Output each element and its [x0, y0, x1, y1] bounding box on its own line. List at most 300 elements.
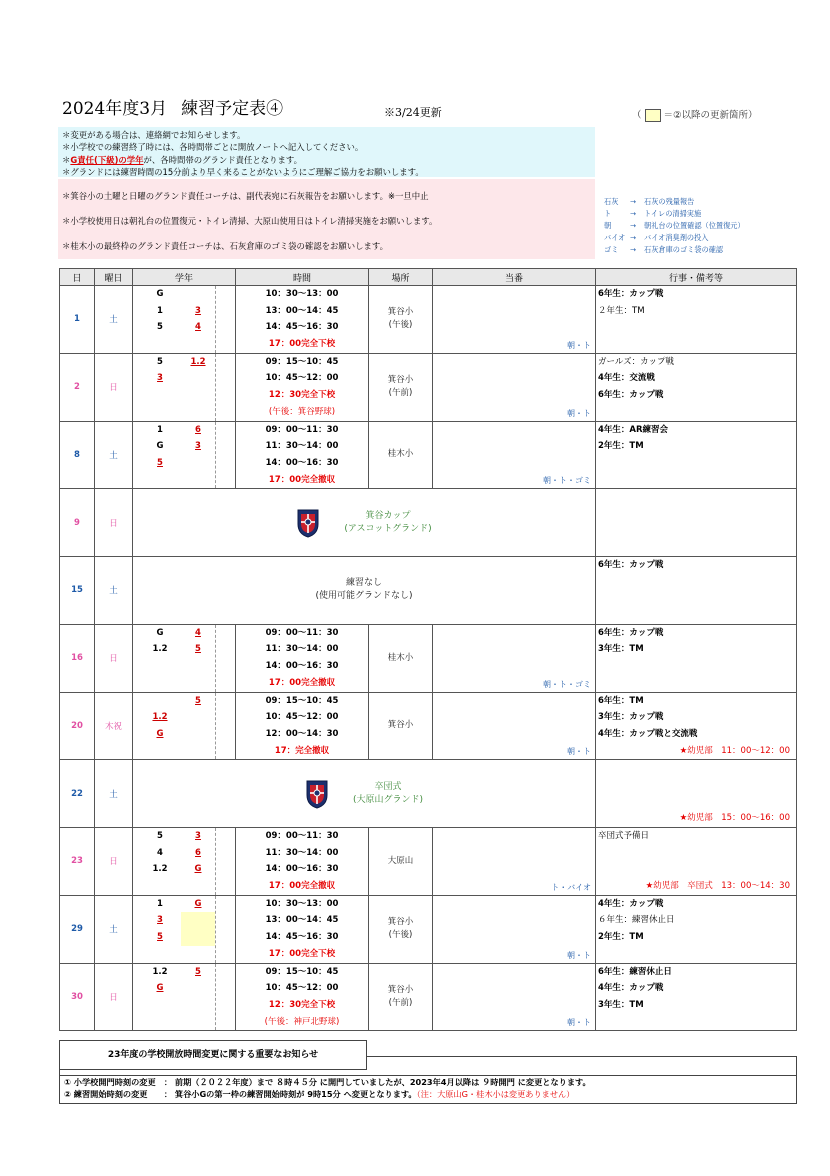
- grade-label: 4: [195, 627, 201, 638]
- time-slot: 12：30完全下校: [268, 390, 336, 401]
- grade-label: 6: [195, 847, 201, 858]
- table-row: [60, 353, 797, 421]
- time-slot: 12：00〜14：30: [265, 728, 339, 739]
- time-slot: 09：00〜11：30: [265, 424, 339, 435]
- important-line-2-text: ② 練習開始時刻の変更 ： 箕谷小Gの第一枠の練習開始時刻が 9時15分 へ変更となります。: [64, 1089, 417, 1099]
- note-item: 6年生：カップ戦: [598, 627, 664, 638]
- cell-grades: [133, 692, 236, 760]
- note-item: 6年生：TM: [598, 695, 644, 706]
- table-row: [60, 421, 797, 489]
- note-item: ２年生：TM: [598, 305, 645, 316]
- cell-date: 16: [60, 624, 95, 692]
- table-header-row: [60, 269, 797, 286]
- cell-times: [236, 353, 369, 421]
- grade-empty: [139, 404, 181, 421]
- note-empty: [596, 489, 796, 506]
- g-duty-label: G責任(下級)の学年: [70, 154, 144, 165]
- note-empty: [596, 523, 796, 540]
- cell-date: 8: [60, 421, 95, 489]
- time-slot: 17：完全撤収: [274, 745, 330, 756]
- place-text: 箕谷小: [387, 375, 414, 386]
- note-empty: [596, 455, 796, 472]
- grade-label: 5: [195, 695, 201, 706]
- abbr-key: 朝: [604, 221, 612, 230]
- page-title: [62, 94, 283, 119]
- abbr-key: ゴミ: [604, 245, 619, 254]
- grade-empty: [181, 997, 215, 1014]
- grade-empty: [181, 455, 215, 472]
- note-item: 2年生：TM: [598, 441, 644, 452]
- abbr-item: [604, 244, 745, 256]
- cell-dow: 木祝: [95, 692, 133, 760]
- abbr-item: [604, 232, 745, 244]
- grade-empty: [139, 336, 181, 353]
- grade-label: 3: [157, 915, 163, 926]
- important-notice-title: 23年度の学校開放時間変更に関する重要なお知らせ: [59, 1040, 367, 1070]
- note-empty: [596, 658, 796, 675]
- highlight-swatch: [645, 109, 661, 122]
- grade-label: 1.2: [190, 356, 206, 367]
- notice-line: ＊G責任(下級)の学年が、各時間帯のグランド責任となります。: [62, 154, 302, 165]
- cell-dow: 日: [95, 353, 133, 421]
- grade-empty: [181, 675, 215, 692]
- event-text: (使用可能グランドなし): [315, 591, 413, 602]
- time-slot: 17：00完全撤収: [268, 677, 336, 688]
- cell-notes: [596, 828, 797, 896]
- event-text: (アスコットグランド): [344, 523, 432, 534]
- team-crest-icon: [305, 779, 329, 809]
- table-row: [60, 760, 797, 828]
- note-empty: [596, 336, 796, 353]
- title-sub: 練習予定表④: [181, 99, 284, 119]
- grade-label: 5: [157, 831, 163, 841]
- grade-empty: [181, 980, 215, 997]
- cell-dow: 土: [95, 557, 133, 625]
- cell-date: 9: [60, 489, 95, 557]
- time-slot: 17：00完全下校: [268, 948, 336, 959]
- note-item: 3年生：TM: [598, 999, 644, 1010]
- time-slot: 10：45〜12：00: [265, 373, 339, 384]
- place-text: (午前): [388, 388, 413, 399]
- cell-notes: [596, 286, 797, 354]
- abbr-value: バイオ消臭剤の投入: [644, 233, 709, 242]
- cell-date: 15: [60, 557, 95, 625]
- abbr-item: [604, 208, 745, 220]
- abbr-item: [604, 220, 745, 232]
- event-text: 練習なし: [345, 578, 382, 589]
- cell-dow: 土: [95, 895, 133, 963]
- grade-label: 5: [195, 644, 201, 655]
- time-slot: 12：30完全下校: [268, 999, 336, 1010]
- grade-column: [181, 964, 216, 1031]
- cell-date: 1: [60, 286, 95, 354]
- grade-empty: [181, 929, 215, 946]
- grade-label: G: [156, 983, 164, 994]
- time-slot: 10：45〜12：00: [265, 712, 339, 723]
- header-place: 場所: [369, 269, 433, 286]
- place-text: 箕谷小: [387, 720, 414, 731]
- table-row: [60, 828, 797, 896]
- cell-event: [133, 489, 596, 557]
- title-main: 2024年度3月: [62, 99, 168, 119]
- grade-empty: [181, 404, 215, 421]
- cell-event: [133, 557, 596, 625]
- grade-empty: [181, 1014, 215, 1031]
- note-item: 3年生：カップ戦: [598, 712, 664, 723]
- abbr-key: ト: [604, 209, 612, 218]
- grade-empty: [181, 370, 215, 387]
- place-text: (午前): [388, 997, 413, 1008]
- grade-label: G: [156, 627, 164, 638]
- grade-label: 1: [157, 305, 163, 316]
- notice-line: ＊グランドには練習時間の15分前より早く来ることがないようにご理解ご協力をお願いします。: [62, 167, 424, 178]
- cell-times: [236, 286, 369, 354]
- table-row: [60, 489, 797, 557]
- note-item: 4年生：カップ戦: [598, 983, 664, 994]
- event-text: 卒団式: [374, 781, 402, 792]
- cell-duty: [433, 286, 596, 354]
- note-empty: [596, 590, 796, 607]
- header-grade: 学年: [133, 269, 236, 286]
- duty-text: 朝・ト: [567, 950, 591, 960]
- note-empty: [596, 845, 796, 862]
- note-empty: [596, 777, 796, 794]
- time-slot: 17：00完全撤収: [268, 474, 336, 485]
- notice-line: ＊変更がある場合は、連絡網でお知らせします。: [62, 130, 246, 140]
- cell-duty: [433, 421, 596, 489]
- grade-label: 3: [195, 305, 201, 316]
- abbr-item: [604, 196, 745, 208]
- note-empty: [596, 946, 796, 963]
- grade-column: [133, 828, 181, 895]
- abbr-value: 石灰の残量報告: [644, 197, 695, 206]
- cell-grades: [133, 286, 236, 354]
- cell-place: [369, 421, 433, 489]
- note-empty: [596, 506, 796, 523]
- grade-column: [133, 693, 181, 760]
- time-slot: 13：00〜14：45: [265, 305, 339, 316]
- note-item: ガールズ：カップ戦: [598, 356, 674, 367]
- note-item: 6年生：カップ戦: [598, 560, 664, 570]
- grade-empty: [139, 1014, 181, 1031]
- divider: [60, 1075, 796, 1076]
- grade-empty: [139, 675, 181, 692]
- cell-times: [236, 895, 369, 963]
- note-item: 4年生：交流戦: [598, 373, 655, 384]
- notice-coach: [58, 179, 595, 259]
- cell-grades: [133, 895, 236, 963]
- cell-place: [369, 692, 433, 760]
- time-slot: 09：00〜11：30: [265, 627, 339, 638]
- time-slot: 13：00〜14：45: [265, 915, 339, 926]
- grade-column: [181, 828, 216, 895]
- cell-dow: 日: [95, 624, 133, 692]
- grade-empty: [181, 709, 215, 726]
- time-slot: 17：00完全撤収: [268, 881, 336, 892]
- notice-text: が、各時間帯のグランド責任となります。: [143, 154, 302, 165]
- grade-label: G: [156, 289, 164, 299]
- note-empty: [596, 861, 796, 878]
- arrow-icon: →: [630, 221, 637, 230]
- grade-label: 1.2: [152, 864, 168, 875]
- grade-label: 1.2: [152, 712, 168, 723]
- grade-empty: [139, 472, 181, 489]
- grade-label: 5: [195, 966, 201, 977]
- cell-times: [236, 624, 369, 692]
- note-item: ６年生：練習休止日: [598, 915, 675, 926]
- event-text: 箕谷カップ: [365, 510, 411, 521]
- grade-column: [181, 422, 216, 489]
- cell-notes: [596, 624, 797, 692]
- table-row: [60, 692, 797, 760]
- grade-label: 5: [157, 932, 163, 943]
- update-note: ※3/24更新: [384, 106, 442, 119]
- abbreviation-legend: [604, 196, 745, 256]
- time-slot: 09：00〜11：30: [265, 831, 339, 841]
- table-row: [60, 286, 797, 354]
- grade-label: 1: [157, 424, 163, 435]
- time-slot: 09：15〜10：45: [265, 695, 339, 706]
- event-text: (大原山グランド): [352, 794, 424, 805]
- duty-text: 朝・ト: [567, 408, 591, 418]
- note-item: 卒団式予備日: [598, 831, 650, 841]
- cell-notes: [596, 489, 797, 557]
- grade-empty: [139, 997, 181, 1014]
- time-slot: 14：45〜16：30: [265, 932, 339, 943]
- grade-label: [139, 693, 181, 710]
- table-row: [60, 963, 797, 1031]
- grade-label: 6: [195, 424, 201, 435]
- grade-empty: [181, 743, 215, 760]
- abbr-key: 石灰: [604, 197, 619, 206]
- grade-label: 1: [157, 898, 163, 909]
- table-row: [60, 557, 797, 625]
- note-item: 2年生：TM: [598, 932, 644, 943]
- important-line-2: [64, 1089, 574, 1100]
- grade-empty: [181, 726, 215, 743]
- duty-text: 朝・ト: [567, 747, 591, 757]
- schedule-table: [59, 268, 797, 1031]
- cell-dow: 土: [95, 286, 133, 354]
- grade-label: 5: [157, 356, 163, 367]
- grade-label: G: [156, 441, 164, 452]
- cell-grades: [133, 828, 236, 896]
- cell-place: [369, 353, 433, 421]
- grade-label: G: [194, 898, 202, 909]
- grade-empty: [139, 658, 181, 675]
- note-empty: [596, 1014, 796, 1031]
- cell-notes: [596, 353, 797, 421]
- schedule-body: [60, 286, 797, 1031]
- grade-column: [133, 286, 181, 353]
- cell-notes: [596, 895, 797, 963]
- grade-column: [181, 896, 216, 963]
- grade-column: [133, 625, 181, 692]
- cell-dow: 日: [95, 963, 133, 1031]
- duty-text: 朝・ト: [567, 1018, 591, 1028]
- cell-date: 22: [60, 760, 95, 828]
- cell-date: 2: [60, 353, 95, 421]
- cell-place: [369, 624, 433, 692]
- place-text: 箕谷小: [387, 307, 414, 318]
- grade-label: 4: [195, 322, 201, 333]
- cell-duty: [433, 624, 596, 692]
- cell-dow: 日: [95, 828, 133, 896]
- cell-dow: 土: [95, 421, 133, 489]
- grade-empty: [139, 743, 181, 760]
- time-slot: 11：30〜14：00: [265, 644, 339, 655]
- arrow-icon: →: [630, 197, 637, 206]
- abbr-key: バイオ: [604, 233, 626, 242]
- arrow-icon: →: [630, 209, 637, 218]
- note-empty: [596, 760, 796, 777]
- time-slot: 14：00〜16：30: [265, 864, 339, 875]
- grade-column: [181, 693, 216, 760]
- cell-grades: [133, 421, 236, 489]
- grade-empty: [181, 878, 215, 895]
- cell-notes: [596, 963, 797, 1031]
- place-text: 箕谷小: [387, 917, 414, 928]
- kids-schedule-note: ★幼児部 11：00〜12：00: [679, 745, 790, 756]
- grade-empty: [181, 946, 215, 963]
- table-row: [60, 624, 797, 692]
- grade-label: 4: [157, 847, 163, 858]
- abbr-value: 朝礼台の位置確認（位置復元）: [644, 221, 745, 230]
- grade-label: [181, 286, 215, 303]
- time-slot: 11：30〜14：00: [265, 847, 339, 858]
- cell-duty: [433, 828, 596, 896]
- cell-notes: [596, 760, 797, 828]
- important-line-2-note: （注：大原山G・桂木小は変更ありません）: [416, 1089, 575, 1099]
- note-empty: [596, 574, 796, 591]
- abbr-value: トイレの清掃実施: [644, 209, 702, 218]
- grade-label: 1.2: [152, 644, 168, 655]
- notice-line: ＊小学校使用日は朝礼台の位置復元・トイレ清掃、大原山使用日はトイレ清掃実施をお願いします。: [62, 216, 438, 226]
- cell-grades: [133, 624, 236, 692]
- grade-empty: [181, 387, 215, 404]
- time-slot: (午後：箕谷野球): [268, 406, 336, 417]
- arrow-icon: →: [630, 245, 637, 254]
- grade-empty: [181, 336, 215, 353]
- grade-column: [133, 354, 181, 421]
- legend-text: ＝②以降の更新箇所）: [663, 110, 758, 121]
- duty-text: 朝・ト・ゴミ: [543, 476, 591, 486]
- grade-empty: [139, 946, 181, 963]
- notice-line: ＊小学校での練習終了時には、各時間帯ごとに開放ノートへ記入してください。: [62, 142, 364, 153]
- duty-text: ト・バイオ: [551, 882, 591, 892]
- note-item: 6年生：練習休止日: [598, 966, 672, 977]
- cell-duty: [433, 895, 596, 963]
- cell-notes: [596, 421, 797, 489]
- grade-empty: [181, 472, 215, 489]
- cell-notes: [596, 692, 797, 760]
- cell-dow: 土: [95, 760, 133, 828]
- note-empty: [596, 539, 796, 556]
- grade-label: 3: [195, 441, 201, 452]
- time-slot: 14：00〜16：30: [265, 661, 339, 672]
- grade-empty: [181, 658, 215, 675]
- cell-notes: [596, 557, 797, 625]
- important-line-1: ① 小学校開門時刻の変更 ： 前期（２０２２年度）まで ８時４５分 に開門していましたが、2023年4月以降は ９時開門 に変更となります。: [64, 1077, 591, 1087]
- notice-line: ＊桂木小の最終枠のグランド責任コーチは、石灰倉庫のゴミ袋の確認をお願いします。: [62, 241, 388, 251]
- grade-label: 5: [157, 457, 163, 468]
- time-slot: 10：30〜13：00: [265, 289, 339, 299]
- notice-line: ＊箕谷小の土曜と日曜のグランド責任コーチは、副代表宛に石灰報告をお願いします。※一旦中止: [62, 191, 429, 201]
- notice-general: [58, 127, 595, 177]
- time-slot: 14：45〜16：30: [265, 322, 339, 333]
- grade-label: 3: [157, 373, 163, 384]
- place-text: (午後): [388, 930, 413, 941]
- cell-date: 23: [60, 828, 95, 896]
- cell-times: [236, 692, 369, 760]
- grade-label: G: [194, 864, 202, 875]
- place-text: 大原山: [387, 855, 414, 866]
- cell-duty: [433, 353, 596, 421]
- cell-duty: [433, 963, 596, 1031]
- arrow-icon: →: [630, 233, 637, 242]
- cell-grades: [133, 353, 236, 421]
- cell-place: [369, 963, 433, 1031]
- cell-times: [236, 421, 369, 489]
- header-dow: 曜日: [95, 269, 133, 286]
- cell-place: [369, 828, 433, 896]
- time-slot: 10：30〜13：00: [265, 898, 339, 909]
- header-time: 時間: [236, 269, 369, 286]
- grade-label: 3: [195, 831, 201, 841]
- cell-times: [236, 828, 369, 896]
- cell-event: [133, 760, 596, 828]
- team-crest-icon: [296, 508, 320, 538]
- note-empty: [596, 472, 796, 489]
- header-date: 日: [60, 269, 95, 286]
- cell-place: [369, 895, 433, 963]
- cell-date: 30: [60, 963, 95, 1031]
- note-empty: [596, 794, 796, 811]
- grade-column: [181, 625, 216, 692]
- place-text: 桂木小: [387, 652, 414, 663]
- note-item: 4年生：カップ戦と交流戦: [598, 728, 698, 739]
- time-slot: 10：45〜12：00: [265, 983, 339, 994]
- grade-column: [181, 354, 216, 421]
- legend-open: （: [632, 110, 642, 121]
- place-text: 桂木小: [387, 449, 414, 460]
- grade-column: [181, 286, 216, 353]
- duty-text: 朝・ト: [567, 340, 591, 350]
- grade-empty: [181, 912, 215, 929]
- duty-text: 朝・ト・ゴミ: [543, 679, 591, 689]
- note-item: 4年生：カップ戦: [598, 898, 664, 909]
- grade-empty: [139, 387, 181, 404]
- time-slot: 09：15〜10：45: [265, 356, 339, 367]
- kids-schedule-note: ★幼児部 卒団式 13：00〜14：30: [645, 881, 790, 892]
- cell-place: [369, 286, 433, 354]
- grade-column: [133, 896, 181, 963]
- grade-label: 5: [157, 322, 163, 333]
- grade-label: G: [156, 728, 164, 739]
- cell-date: 20: [60, 692, 95, 760]
- cell-times: [236, 963, 369, 1031]
- note-empty: [596, 319, 796, 336]
- header-duty: 当番: [433, 269, 596, 286]
- time-slot: (午後：神戸北野球): [264, 1016, 340, 1027]
- grade-empty: [139, 878, 181, 895]
- place-text: 箕谷小: [387, 984, 414, 995]
- place-text: (午後): [388, 320, 413, 331]
- abbr-value: 石灰倉庫のゴミ袋の確認: [644, 245, 724, 254]
- note-item: 4年生：AR練習会: [598, 424, 669, 435]
- time-slot: 09：15〜10：45: [265, 966, 339, 977]
- note-empty: [596, 675, 796, 692]
